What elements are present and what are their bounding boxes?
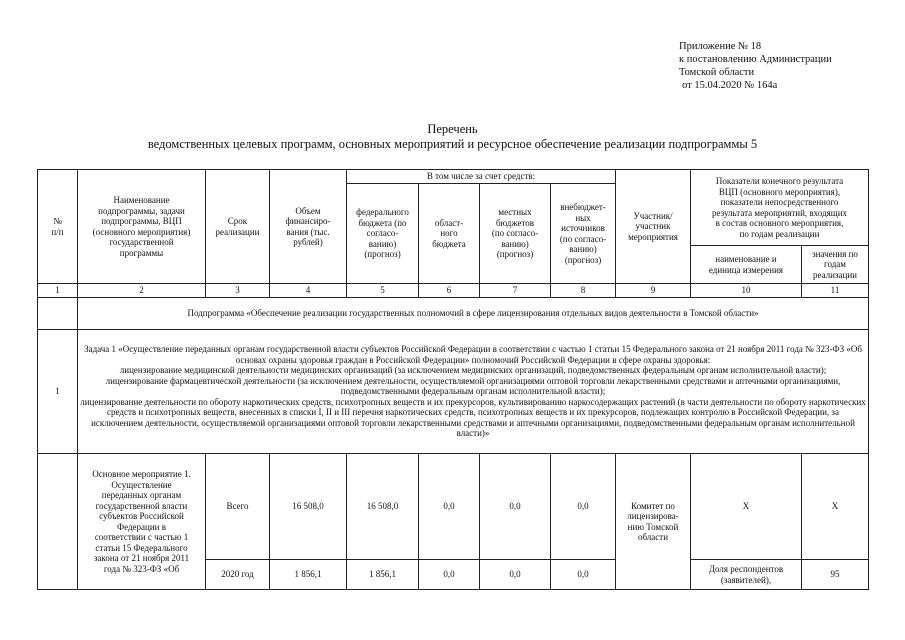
indicator-name-cell: X — [691, 454, 802, 560]
document-title — [0, 122, 905, 152]
col-number: 8 — [551, 284, 616, 298]
header-term: Срок реализации — [206, 170, 270, 284]
col-number: 9 — [616, 284, 691, 298]
col-number: 4 — [270, 284, 347, 298]
task-description: Задача 1 «Осуществление переданных органам государственной власти субъектов Российской Федерации в соответствии с частью 1 статьи 15 Федерального закона от 21 ноября 2011 года № 323-ФЗ «Об основах охраны здоровья граждан в Российской Федерации» полномочий Российской Федерации в сфере охраны здоровья: лицензирование медицинской деятельности медицинских организаций (за исключением медицинских организаций, подведомственных федеральным органам исполнительной власти); лицензирование фармацевтической деятельности (за исключением деятельности, осуществляемой организациями оптовой торговли лекарственными средствами и аптечными организациями, подведомственными федеральным органам исполнительной власти); лицензирование деятельности по обороту наркотических средств, психотропных веществ и их прекурсоров, культивированию наркосодержащих растений (в части деятельности по обороту наркотических средств и психотропных веществ, внесенных в списки I, II и III перечня наркотических средств, психотропных веществ и их прекурсоров, подлежащих контролю в Российской Федерации, за исключением деятельности, осуществляемой организациями оптовой торговли лекарственными средствами и аптечными организациями, подведомственными федеральным органам исполнительной власти)» — [78, 330, 869, 454]
term-cell: Всего — [206, 454, 270, 560]
header-extra: внебюджет- ных источников (по согласо- ванию) (прогноз) — [551, 184, 616, 284]
header-ind-values: значения по годам реализации — [802, 246, 869, 284]
empty-cell — [38, 454, 78, 590]
header-num: № п/п — [38, 170, 78, 284]
volume-cell: 1 856,1 — [270, 560, 347, 590]
col-number: 3 — [206, 284, 270, 298]
col-number: 11 — [802, 284, 869, 298]
indicator-name-cell: Доля респондентов (заявителей), — [691, 560, 802, 590]
volume-cell: 16 508,0 — [270, 454, 347, 560]
appendix-line: к постановлению Администрации — [679, 54, 832, 65]
term-cell: 2020 год — [206, 560, 270, 590]
title-line: Перечень — [427, 122, 478, 136]
header-local: местных бюджетов (по согласо- ванию) (прогноз) — [480, 184, 551, 284]
col-number: 5 — [347, 284, 419, 298]
col-number: 6 — [419, 284, 480, 298]
col-number: 1 — [38, 284, 78, 298]
indicator-value-cell: X — [802, 454, 869, 560]
title-line: ведомственных целевых программ, основных мероприятий и ресурсное обеспечение реализации подпрограммы 5 — [147, 137, 758, 151]
header-name: Наименование подпрограммы, задачи подпрограммы, ВЦП (основного мероприятия) государственной программы — [78, 170, 206, 284]
appendix-header — [679, 40, 879, 92]
header-indicators: Показатели конечного результата ВЦП (основного мероприятия), показатели непосредственного результата мероприятий, входящих в состав основного мероприятия, по годам реализации — [691, 170, 869, 246]
extra-cell: 0,0 — [551, 560, 616, 590]
measure-name: Основное мероприятие 1. Осуществление переданных органам государственной власти субъектов Российской Федерации в соответствии с частью 1 статьи 15 Федерального закона от 21 ноября 2011 года № 323-ФЗ «Об — [78, 454, 206, 590]
participant-cell: Комитет по лицензирова- нию Томской области — [616, 454, 691, 590]
regional-cell: 0,0 — [419, 560, 480, 590]
regional-cell: 0,0 — [419, 454, 480, 560]
program-table — [37, 169, 869, 590]
empty-cell — [38, 298, 78, 330]
header-ind-name: наименование и единица измерения — [691, 246, 802, 284]
local-cell: 0,0 — [480, 560, 551, 590]
appendix-line: Томской области — [679, 67, 755, 78]
appendix-line: Приложение № 18 — [679, 41, 762, 52]
col-number: 7 — [480, 284, 551, 298]
header-regional: област- ного бюджета — [419, 184, 480, 284]
col-number: 2 — [78, 284, 206, 298]
local-cell: 0,0 — [480, 454, 551, 560]
federal-cell: 16 508,0 — [347, 454, 419, 560]
appendix-line: от 15.04.2020 № 164а — [682, 80, 778, 91]
extra-cell: 0,0 — [551, 454, 616, 560]
header-participant: Участник/ участник мероприятия — [616, 170, 691, 284]
header-federal: федерального бюджета (по согласо- ванию) (прогноз) — [347, 184, 419, 284]
col-number: 10 — [691, 284, 802, 298]
header-incl: В том числе за счет средств: — [347, 170, 616, 184]
task-number: 1 — [38, 330, 78, 454]
indicator-value-cell: 95 — [802, 560, 869, 590]
federal-cell: 1 856,1 — [347, 560, 419, 590]
header-volume: Объем финансиро- вания (тыс. рублей) — [270, 170, 347, 284]
subprogram-row: Подпрограмма «Обеспечение реализации государственных полномочий в сфере лицензирования отдельных видов деятельности в Томской области» — [78, 298, 869, 330]
